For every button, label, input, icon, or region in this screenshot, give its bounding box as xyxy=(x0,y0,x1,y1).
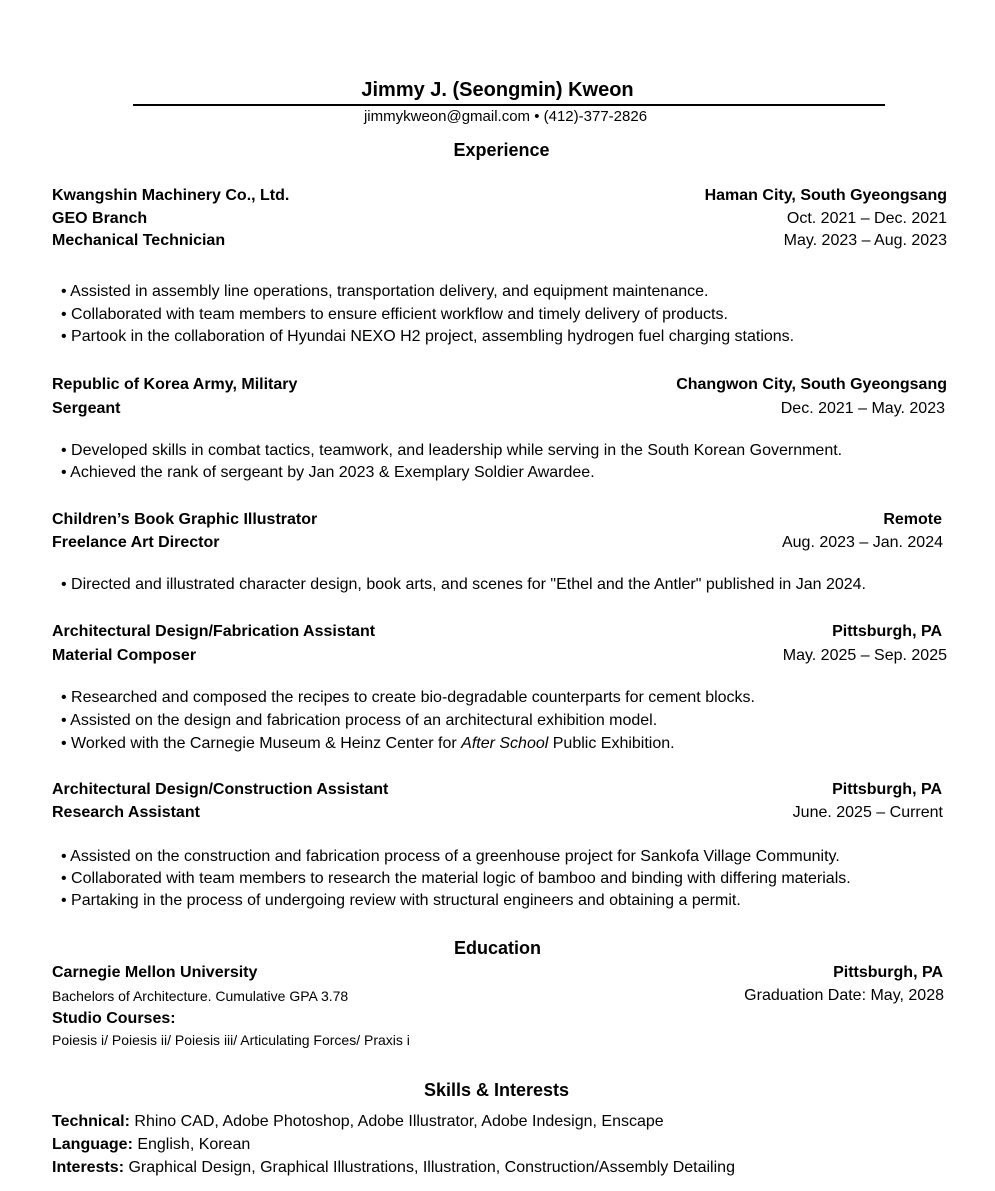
list-item: • Worked with the Carnegie Museum & Heinz Center for After School Public Exhibition. xyxy=(61,735,675,752)
skills-heading: Skills & Interests xyxy=(423,1080,570,1100)
school-name: Carnegie Mellon University xyxy=(52,964,258,981)
list-item: • Partaking in the process of undergoing review with structural engineers and obtaining a permit. xyxy=(61,892,741,909)
job-role: Mechanical Technician xyxy=(52,232,226,249)
list-item: • Achieved the rank of sergeant by Jan 2023 & Exemplary Soldier Awardee. xyxy=(61,464,595,481)
job-org: Architectural Design/Construction Assistant xyxy=(52,781,389,798)
graduation-date: Graduation Date: May, 2028 xyxy=(744,987,944,1004)
list-item: • Partook in the collaboration of Hyundai NEXO H2 project, assembling hydrogen fuel charging stations. xyxy=(61,328,795,345)
job-org: Children’s Book Graphic Illustrator xyxy=(52,511,318,528)
job-org: Architectural Design/Fabrication Assistant xyxy=(52,623,376,640)
courses-label: Studio Courses: xyxy=(52,1010,176,1027)
skills-interests: Interests: Graphical Design, Graphical Illustrations, Illustration, Construction/Assembly Detailing xyxy=(52,1159,735,1176)
list-item: • Assisted on the construction and fabrication process of a greenhouse project for Sankofa Village Community. xyxy=(61,848,840,865)
skills-technical: Technical: Rhino CAD, Adobe Photoshop, Adobe Illustrator, Adobe Indesign, Enscape xyxy=(52,1113,664,1130)
degree: Bachelors of Architecture. Cumulative GPA 3.78 xyxy=(52,988,349,1004)
job-role: Sergeant xyxy=(52,400,121,417)
job-date: June. 2025 – Current xyxy=(792,804,943,821)
list-item: • Directed and illustrated character design, book arts, and scenes for "Ethel and the Antler" published in Jan 2024. xyxy=(61,576,866,593)
header-rule xyxy=(133,104,885,106)
job-date: May. 2025 – Sep. 2025 xyxy=(782,647,947,664)
school-location: Pittsburgh, PA xyxy=(833,964,943,981)
resume-name: Jimmy J. (Seongmin) Kweon xyxy=(361,79,634,101)
job-role: Material Composer xyxy=(52,647,197,664)
list-item: • Assisted in assembly line operations, transportation delivery, and equipment maintenance. xyxy=(61,283,709,300)
job-role: Research Assistant xyxy=(52,804,200,821)
job-org: Kwangshin Machinery Co., Ltd. xyxy=(52,187,290,204)
list-item: • Collaborated with team members to ensure efficient workflow and timely delivery of products. xyxy=(61,306,728,323)
experience-heading: Experience xyxy=(453,140,550,160)
list-item: • Assisted on the design and fabrication process of an architectural exhibition model. xyxy=(61,712,658,729)
list-item: • Developed skills in combat tactics, teamwork, and leadership while serving in the South Korean Government. xyxy=(61,442,843,459)
job-date: Oct. 2021 – Dec. 2021 xyxy=(786,210,947,227)
list-item: • Collaborated with team members to research the material logic of bamboo and binding with differing materials. xyxy=(61,870,851,887)
job-org: Republic of Korea Army, Military xyxy=(52,376,298,393)
job-location: Pittsburgh, PA xyxy=(832,623,942,640)
job-location: Changwon City, South Gyeongsang xyxy=(676,376,947,393)
education-heading: Education xyxy=(453,938,541,958)
job-date: May. 2023 – Aug. 2023 xyxy=(783,232,947,249)
contact-line: jimmykweon@gmail.com • (412)-377-2826 xyxy=(363,108,648,125)
job-date: Dec. 2021 – May. 2023 xyxy=(780,400,945,417)
job-location: Haman City, South Gyeongsang xyxy=(704,187,947,204)
job-sub: GEO Branch xyxy=(52,210,148,227)
job-location: Pittsburgh, PA xyxy=(832,781,942,798)
courses-list: Poiesis i/ Poiesis ii/ Poiesis iii/ Articulating Forces/ Praxis i xyxy=(52,1032,410,1048)
list-item: • Researched and composed the recipes to create bio-degradable counterparts for cement blocks. xyxy=(61,689,755,706)
job-role: Freelance Art Director xyxy=(52,534,220,551)
job-location: Remote xyxy=(883,511,942,528)
job-date: Aug. 2023 – Jan. 2024 xyxy=(781,534,943,551)
skills-language: Language: English, Korean xyxy=(52,1136,251,1153)
